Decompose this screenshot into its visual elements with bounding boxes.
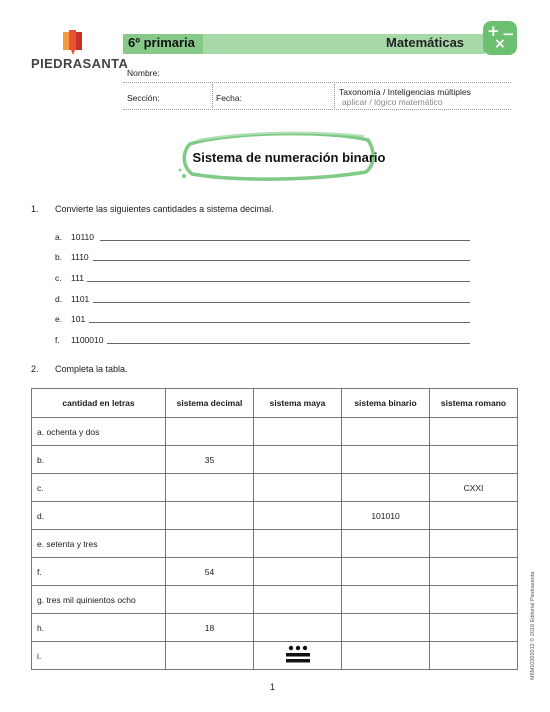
table-header-row [32, 389, 518, 418]
table-cell[interactable] [166, 586, 254, 614]
grade-label: 6º primaria [128, 35, 195, 50]
table-cell[interactable] [166, 502, 254, 530]
table-row [32, 614, 518, 642]
table-cell[interactable] [166, 642, 254, 670]
item-letter: d. [55, 294, 63, 304]
table-cell[interactable] [430, 614, 518, 642]
name-line [123, 82, 511, 83]
table-cell[interactable] [166, 418, 254, 446]
table-row [32, 446, 518, 474]
table-cell[interactable] [254, 558, 342, 586]
table-cell: 101010 [342, 502, 430, 530]
table-cell[interactable] [254, 474, 342, 502]
column-header: sistema maya [254, 389, 342, 418]
table-cell[interactable] [342, 614, 430, 642]
table-cell[interactable] [166, 530, 254, 558]
table-cell[interactable] [254, 502, 342, 530]
question-1-text: Convierte las siguientes cantidades a sistema decimal. [55, 204, 274, 214]
item-letter: a. [55, 232, 63, 242]
question-2-text: Completa la tabla. [55, 364, 128, 374]
table-cell: g. tres mil quinientos ocho [32, 586, 166, 614]
table-cell: CXXI [430, 474, 518, 502]
table-cell: a. ochenta y dos [32, 418, 166, 446]
question-1-number: 1. [31, 204, 39, 214]
table-cell[interactable] [342, 558, 430, 586]
table-row [32, 502, 518, 530]
section-label: Sección: [127, 93, 160, 103]
book-logo-icon [62, 30, 86, 56]
answer-line[interactable] [89, 322, 470, 323]
separator [212, 84, 213, 110]
maya-number-icon [283, 644, 313, 666]
table-cell[interactable] [254, 530, 342, 558]
table-cell[interactable] [430, 642, 518, 670]
question-2-number: 2. [31, 364, 39, 374]
table-cell: h. [32, 614, 166, 642]
table-row [32, 558, 518, 586]
name-label: Nombre: [127, 68, 160, 78]
column-header: sistema romano [430, 389, 518, 418]
answer-line[interactable] [87, 281, 470, 282]
table-cell[interactable] [430, 446, 518, 474]
table-cell: b. [32, 446, 166, 474]
table-cell[interactable] [430, 586, 518, 614]
item-value: 1101 [71, 294, 90, 304]
table-cell[interactable] [430, 558, 518, 586]
item-letter: e. [55, 314, 63, 324]
table-row [32, 530, 518, 558]
publisher-logo-text: PIEDRASANTA [31, 56, 129, 71]
table-cell: c. [32, 474, 166, 502]
section-line [123, 109, 511, 110]
table-cell: e. setenta y tres [32, 530, 166, 558]
table-cell: 18 [166, 614, 254, 642]
item-letter: c. [55, 273, 62, 283]
page-number: 1 [270, 682, 276, 692]
table-row [32, 586, 518, 614]
table-cell: i. [32, 642, 166, 670]
copyright-text: M6M10202012 © 2018 Editorial Piedrasanta [530, 571, 536, 680]
table-row [32, 642, 518, 670]
table-cell[interactable] [166, 474, 254, 502]
date-label: Fecha: [216, 93, 242, 103]
answer-line[interactable] [93, 260, 470, 261]
column-header: sistema decimal [166, 389, 254, 418]
table-cell: 54 [166, 558, 254, 586]
item-value: 101 [71, 314, 86, 324]
table-cell: f. [32, 558, 166, 586]
table-cell[interactable] [342, 474, 430, 502]
taxonomy-value: aplicar / lógico matemático [342, 97, 443, 107]
table-cell[interactable] [254, 446, 342, 474]
item-value: 111 [71, 273, 84, 283]
table-cell[interactable] [342, 642, 430, 670]
item-value: 1100010 [71, 335, 104, 345]
subject-label: Matemáticas [386, 35, 465, 50]
answer-line[interactable] [100, 240, 470, 241]
answer-line[interactable] [93, 302, 470, 303]
item-letter: b. [55, 252, 63, 262]
conversion-table [31, 388, 518, 670]
math-operations-icon: + − × [483, 21, 517, 55]
item-value: 1110 [71, 252, 89, 262]
table-cell[interactable] [254, 614, 342, 642]
table-cell[interactable] [342, 530, 430, 558]
taxonomy-label: Taxonomía / Inteligencias múltiples [339, 87, 471, 97]
table-cell[interactable] [342, 418, 430, 446]
table-row [32, 418, 518, 446]
table-cell[interactable] [254, 418, 342, 446]
table-row [32, 474, 518, 502]
item-value: 10110 [71, 232, 95, 242]
item-letter: f. [55, 335, 60, 345]
table-cell[interactable] [430, 418, 518, 446]
table-cell[interactable] [342, 446, 430, 474]
separator [334, 84, 335, 110]
column-header: sistema binario [342, 389, 430, 418]
table-cell[interactable] [342, 586, 430, 614]
table-cell: 35 [166, 446, 254, 474]
table-cell[interactable] [254, 586, 342, 614]
table-cell[interactable] [430, 530, 518, 558]
table-cell [254, 642, 342, 670]
table-cell[interactable] [430, 502, 518, 530]
column-header: cantidad en letras [32, 389, 166, 418]
table-cell: d. [32, 502, 166, 530]
answer-line[interactable] [107, 343, 470, 344]
worksheet-title: Sistema de numeración binario [192, 150, 386, 165]
